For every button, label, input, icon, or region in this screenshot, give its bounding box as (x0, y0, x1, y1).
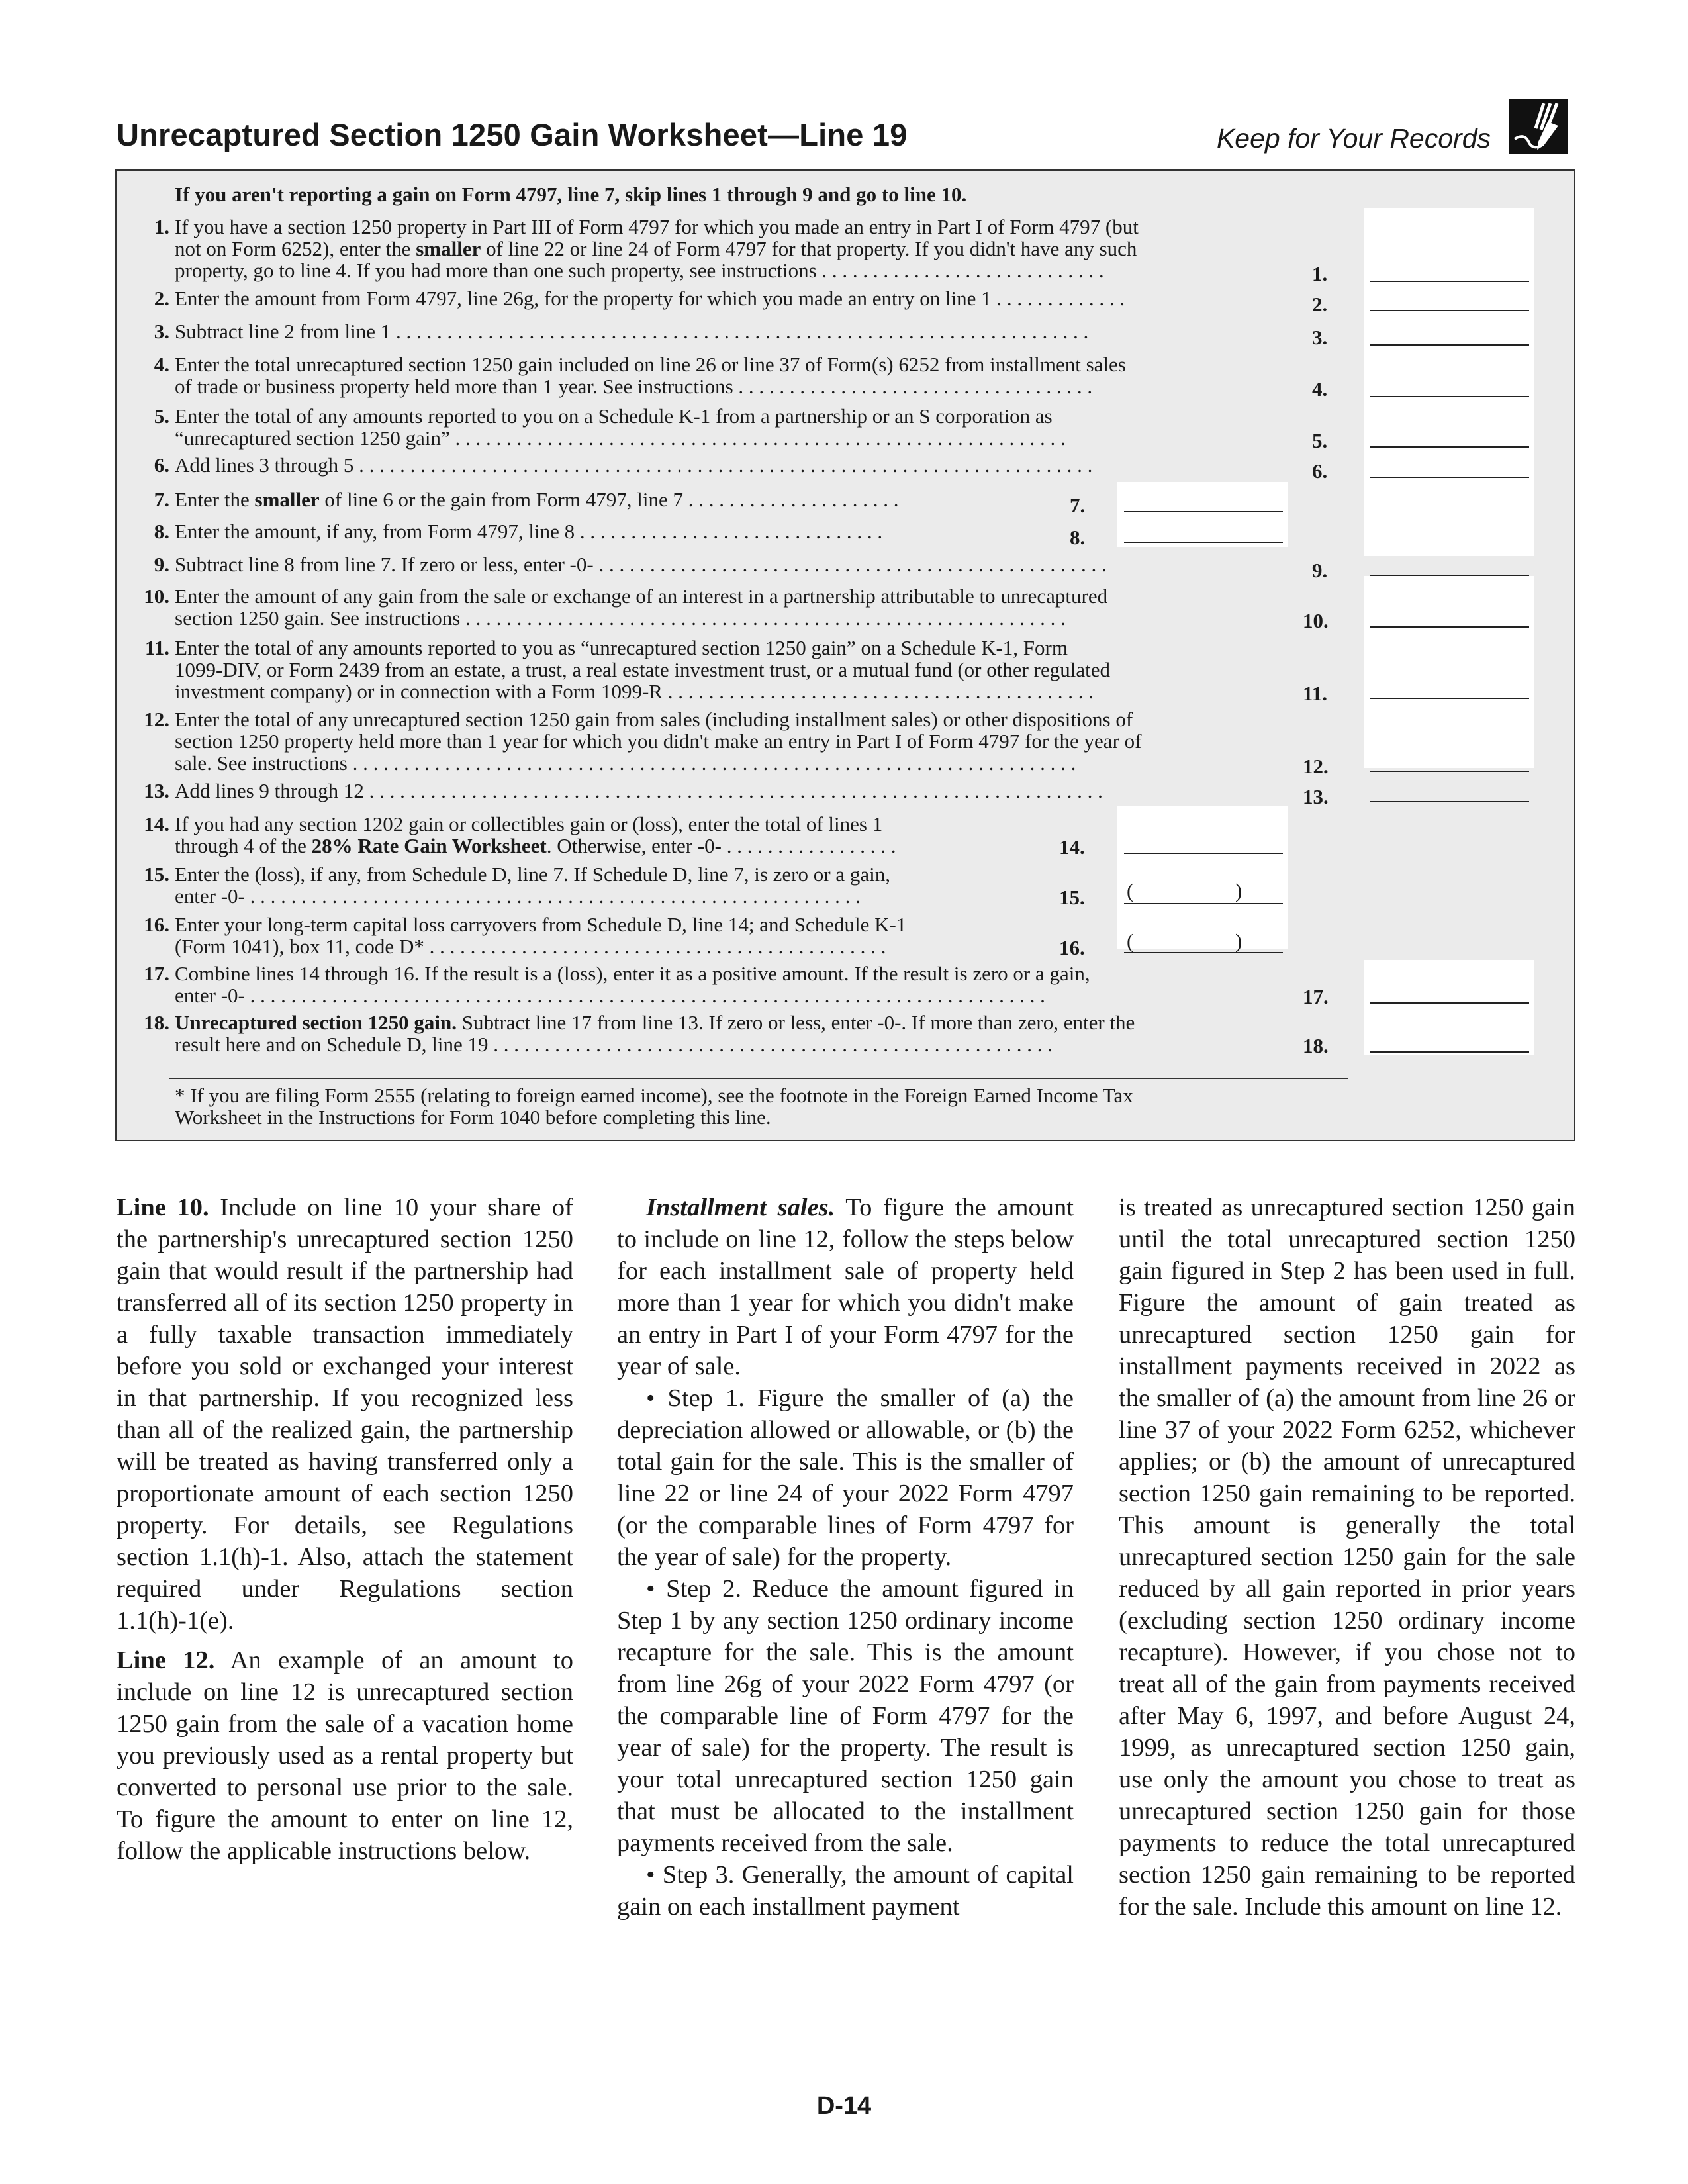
pencil-notes-icon (1509, 99, 1568, 154)
line-text: Enter the amount, if any, from Form 4797, line 8 . . . . . . . . . . . . . . . . . . . . . . . . . . . . . . (175, 520, 883, 543)
column-2 (617, 1192, 1074, 1923)
worksheet-title: Unrecaptured Section 1250 Gain Worksheet—Line 19 (117, 117, 908, 152)
line-number: 13. (144, 779, 169, 802)
answer-field-13[interactable] (1370, 801, 1529, 802)
line-label: 2. (1312, 293, 1328, 316)
line-text: of trade or business property held more than 1 year. See instructions . . . . . . . . . . . . . . . . . . . . . . . . . . . . . . . . . . . (175, 375, 1093, 398)
line-text: Enter your long-term capital loss carryovers from Schedule D, line 14; and Schedule K-1 (175, 913, 907, 936)
paren-open: ( (1127, 879, 1134, 902)
line-text: Enter the total of any amounts reported to you as “unrecaptured section 1250 gain” on a Schedule K-1, Form (175, 636, 1068, 659)
line-text: Unrecaptured section 1250 gain. Subtract line 17 from line 13. If zero or less, enter -0-. If more than zero, enter the (175, 1011, 1135, 1034)
line-text: Enter the total unrecaptured section 1250 gain included on line 26 or line 37 of Form(s) 6252 from installment sales (175, 353, 1126, 376)
line-number: 7. (154, 488, 169, 511)
answer-field-3[interactable] (1370, 344, 1529, 346)
answer-field-15[interactable] (1124, 903, 1283, 904)
answer-field-18[interactable] (1370, 1051, 1529, 1053)
line-text: Enter the total of any unrecaptured section 1250 gain from sales (including installment sales) or other dispositions of (175, 708, 1133, 731)
line-number: 16. (144, 913, 169, 936)
paren-close: ) (1235, 929, 1243, 953)
step-3: • Step 3. Generally, the amount of capital gain on each installment payment (617, 1861, 1074, 1921)
line-label: 5. (1312, 429, 1328, 452)
line-number: 8. (154, 520, 169, 543)
line-text: Add lines 9 through 12 . . . . . . . . . . . . . . . . . . . . . . . . . . . . . . . . . . . . . . . . . . . . . . . . . . . . . . . . . . . . . . . . . . . . . . . . (175, 779, 1103, 802)
column-1 (117, 1192, 573, 1875)
answer-column-mid (1117, 482, 1288, 547)
answer-field-11[interactable] (1370, 698, 1529, 699)
answer-field-14[interactable] (1124, 853, 1283, 854)
line-label: 9. (1312, 559, 1328, 582)
answer-field-4[interactable] (1370, 396, 1529, 397)
line-text: section 1250 gain. See instructions . . . . . . . . . . . . . . . . . . . . . . . . . . . . . . . . . . . . . . . . . . . . . . . . . . . . . . . . . . . (175, 606, 1066, 630)
line-number: 10. (144, 585, 169, 608)
line-text: Subtract line 8 from line 7. If zero or less, enter -0- . . . . . . . . . . . . . . . . . . . . . . . . . . . . . . . . . . . . . . . . . . . . . . . . . . (175, 553, 1107, 576)
line-number: 5. (154, 404, 169, 428)
line-label: 6. (1312, 459, 1328, 483)
line-label: 14. (1059, 835, 1085, 859)
paragraph-line-10: Line 10. Include on line 10 your share of the partnership's unrecaptured section 1250 gain that would result if the partnership had transferred all of its section 1250 property in a fully taxable transaction immediately before you sold or exchanged your interest in that partnership. If you recognized less than all of the realized gain, the partnership will be treated as having transferred only a proportionate amount of each section 1250 property. For details, see Regulations section 1.1(h)-1. Also, attach the statement required under Regulations section 1.1(h)-1(e). (117, 1194, 573, 1635)
paren-open: ( (1127, 929, 1134, 953)
line-label: 15. (1059, 886, 1085, 909)
column-3 (1119, 1192, 1575, 1930)
line-number: 17. (144, 962, 169, 985)
page-number: D-14 (816, 2092, 872, 2120)
line-number: 9. (154, 553, 169, 576)
line-label: 17. (1303, 985, 1329, 1008)
line-text: through 4 of the 28% Rate Gain Worksheet. Otherwise, enter -0- . . . . . . . . . . . . . . . . . (175, 834, 896, 857)
answer-field-2[interactable] (1370, 310, 1529, 311)
keep-for-records-label: Keep for Your Records (1216, 123, 1491, 154)
line-label: 3. (1312, 326, 1328, 349)
paragraph-installment-sales: Installment sales. To figure the amount to include on line 12, follow the steps below for each installment sale of property held more than 1 year for which you didn't make an entry in Part I of your Form 4797 for the year of sale. (617, 1194, 1074, 1380)
answer-column-right (1364, 208, 1534, 556)
line-text: Enter the smaller of line 6 or the gain from Form 4797, line 7 . . . . . . . . . . . . . . . . . . . . . (175, 488, 899, 511)
line-label: 8. (1070, 526, 1086, 549)
paren-close: ) (1235, 879, 1243, 902)
line-label: 11. (1303, 682, 1328, 705)
footnote-divider (169, 1078, 1348, 1079)
answer-field-8[interactable] (1124, 542, 1283, 543)
answer-field-10[interactable] (1370, 626, 1529, 628)
line-number: 2. (154, 287, 169, 310)
line-text: investment company) or in connection with a Form 1099-R . . . . . . . . . . . . . . . . . . . . . . . . . . . . . . . . . . . . . . . . . . (175, 680, 1094, 703)
answer-field-17[interactable] (1370, 1002, 1529, 1004)
answer-column-right (1364, 960, 1534, 1055)
answer-field-1[interactable] (1370, 281, 1529, 282)
line-number: 1. (154, 215, 169, 238)
line-number: 18. (144, 1011, 169, 1034)
line-text: (Form 1041), box 11, code D* . . . . . . . . . . . . . . . . . . . . . . . . . . . . . . . . . . . . . . . . . . . . . (175, 935, 886, 958)
line-text: not on Form 6252), enter the smaller of line 22 or line 24 of Form 4797 for that property. If you didn't have any such (175, 237, 1137, 260)
line-text: 1099-DIV, or Form 2439 from an estate, a trust, a real estate investment trust, or a mutual fund (or other regulated (175, 658, 1110, 681)
answer-field-12[interactable] (1370, 771, 1529, 772)
answer-field-5[interactable] (1370, 446, 1529, 448)
line-text: Enter the total of any amounts reported to you on a Schedule K-1 from a partnership or an S corporation as (175, 404, 1053, 428)
paragraph-step-3-continued: is treated as unrecaptured section 1250 gain until the total unrecaptured section 1250 gain figured in Step 2 has been used in full. Figure the amount of gain treated as unrecaptured section 1250 gain for installment payments received in 2022 as the smaller of (a) the amount from line 26 or line 37 of your 2022 Form 6252, whichever applies; or (b) the amount of unrecaptured section 1250 gain remaining to be reported. This amount is generally the total unrecaptured section 1250 gain for the sale reduced by all gain reported in prior years (excluding section 1250 ordinary income recapture). However, if you chose not to treat all of the gain from payments received after May 6, 1997, and before August 24, 1999, as unrecaptured section 1250 gain, use only the amount you chose to treat as unrecaptured section 1250 gain for those payments to reduce the total unrecaptured section 1250 gain remaining to be reported for the sale. Include this amount on line 12. (1119, 1194, 1575, 1921)
answer-field-7[interactable] (1124, 511, 1283, 512)
paragraph-line-12: Line 12. An example of an amount to include on line 12 is unrecaptured section 1250 gain from the sale of a vacation home you previously used as a rental property but converted to personal use prior to the sale. To figure the amount to enter on line 12, follow the applicable instructions below. (117, 1646, 573, 1865)
line-text: If you have a section 1250 property in Part III of Form 4797 for which you made an entry in Part I of Form 4797 (but (175, 215, 1139, 238)
line-text: Combine lines 14 through 16. If the result is a (loss), enter it as a positive amount. If the result is zero or a gain, (175, 962, 1090, 985)
line-text: enter -0- . . . . . . . . . . . . . . . . . . . . . . . . . . . . . . . . . . . . . . . . . . . . . . . . . . . . . . . . . . . . . . . . . . . . . . . . . . . . . . (175, 984, 1045, 1007)
line-label: 7. (1070, 494, 1086, 517)
line-text: If you had any section 1202 gain or collectibles gain or (loss), enter the total of lines 1 (175, 812, 883, 835)
answer-field-16[interactable] (1124, 952, 1283, 953)
line-number: 15. (144, 863, 169, 886)
line-number: 6. (154, 453, 169, 477)
line-label: 10. (1303, 609, 1329, 632)
line-number: 12. (144, 708, 169, 731)
line-label: 4. (1312, 377, 1328, 401)
line-text: property, go to line 4. If you had more than one such property, see instructions . . . . . . . . . . . . . . . . . . . . . . . . . . . . (175, 259, 1104, 282)
line-text: section 1250 property held more than 1 year for which you didn't make an entry in Part I of Form 4797 for the year of (175, 730, 1142, 753)
line-text: enter -0- . . . . . . . . . . . . . . . . . . . . . . . . . . . . . . . . . . . . . . . . . . . . . . . . . . . . . . . . . . . . (175, 884, 861, 908)
worksheet-note: If you aren't reporting a gain on Form 4797, line 7, skip lines 1 through 9 and go to line 10. (175, 183, 967, 206)
line-label: 13. (1303, 785, 1329, 808)
line-text: Add lines 3 through 5 . . . . . . . . . . . . . . . . . . . . . . . . . . . . . . . . . . . . . . . . . . . . . . . . . . . . . . . . . . . . . . . . . . . . . . . . (175, 453, 1093, 477)
line-number: 14. (144, 812, 169, 835)
answer-field-6[interactable] (1370, 477, 1529, 478)
line-text: Subtract line 2 from line 1 . . . . . . . . . . . . . . . . . . . . . . . . . . . . . . . . . . . . . . . . . . . . . . . . . . . . . . . . . . . . . . . . . . . . (175, 320, 1089, 343)
line-number: 4. (154, 353, 169, 376)
answer-field-9[interactable] (1370, 575, 1529, 576)
line-label: 12. (1303, 755, 1329, 778)
line-text: Enter the amount from Form 4797, line 26g, for the property for which you made an entry on line 1 . . . . . . . . . . . . . (175, 287, 1125, 310)
line-text: “unrecaptured section 1250 gain” . . . . . . . . . . . . . . . . . . . . . . . . . . . . . . . . . . . . . . . . . . . . . . . . . . . . . . . . . . . . (175, 426, 1066, 450)
step-1: • Step 1. Figure the smaller of (a) the depreciation allowed or allowable, or (b) the total gain for the sale. This is the smaller of line 22 or line 24 of your 2022 Form 4797 (or the comparable lines of Form 4797 for the year of sale) for the property. (617, 1384, 1074, 1571)
line-label: 16. (1059, 936, 1085, 959)
line-text: Enter the (loss), if any, from Schedule D, line 7. If Schedule D, line 7, is zero or a gain, (175, 863, 890, 886)
line-text: result here and on Schedule D, line 19 . . . . . . . . . . . . . . . . . . . . . . . . . . . . . . . . . . . . . . . . . . . . . . . . . . . . . . . (175, 1033, 1053, 1056)
answer-column-mid (1117, 806, 1288, 949)
step-2: • Step 2. Reduce the amount figured in Step 1 by any section 1250 ordinary income recapture for the sale. This is the amount from line 26g of your 2022 Form 4797 (or the comparable line of Form 4797 for the year of sale) for the property. The result is your total unrecaptured section 1250 gain that must be allocated to the installment payments received from the sale. (617, 1575, 1074, 1857)
answer-column-right (1364, 576, 1534, 768)
line-text: sale. See instructions . . . . . . . . . . . . . . . . . . . . . . . . . . . . . . . . . . . . . . . . . . . . . . . . . . . . . . . . . . . . . . . . . . . . . . . (175, 751, 1076, 775)
line-label: 18. (1303, 1034, 1329, 1057)
line-label: 1. (1312, 262, 1328, 285)
worksheet-box (115, 169, 1575, 1141)
line-number: 3. (154, 320, 169, 343)
footnote: * If you are filing Form 2555 (relating to foreign earned income), see the footnote in the Foreign Earned Income Tax Worksheet in the Instructions for Form 1040 before completing this line. (175, 1084, 1133, 1129)
line-text: Enter the amount of any gain from the sale or exchange of an interest in a partnership attributable to unrecaptured (175, 585, 1108, 608)
line-number: 11. (144, 636, 169, 659)
